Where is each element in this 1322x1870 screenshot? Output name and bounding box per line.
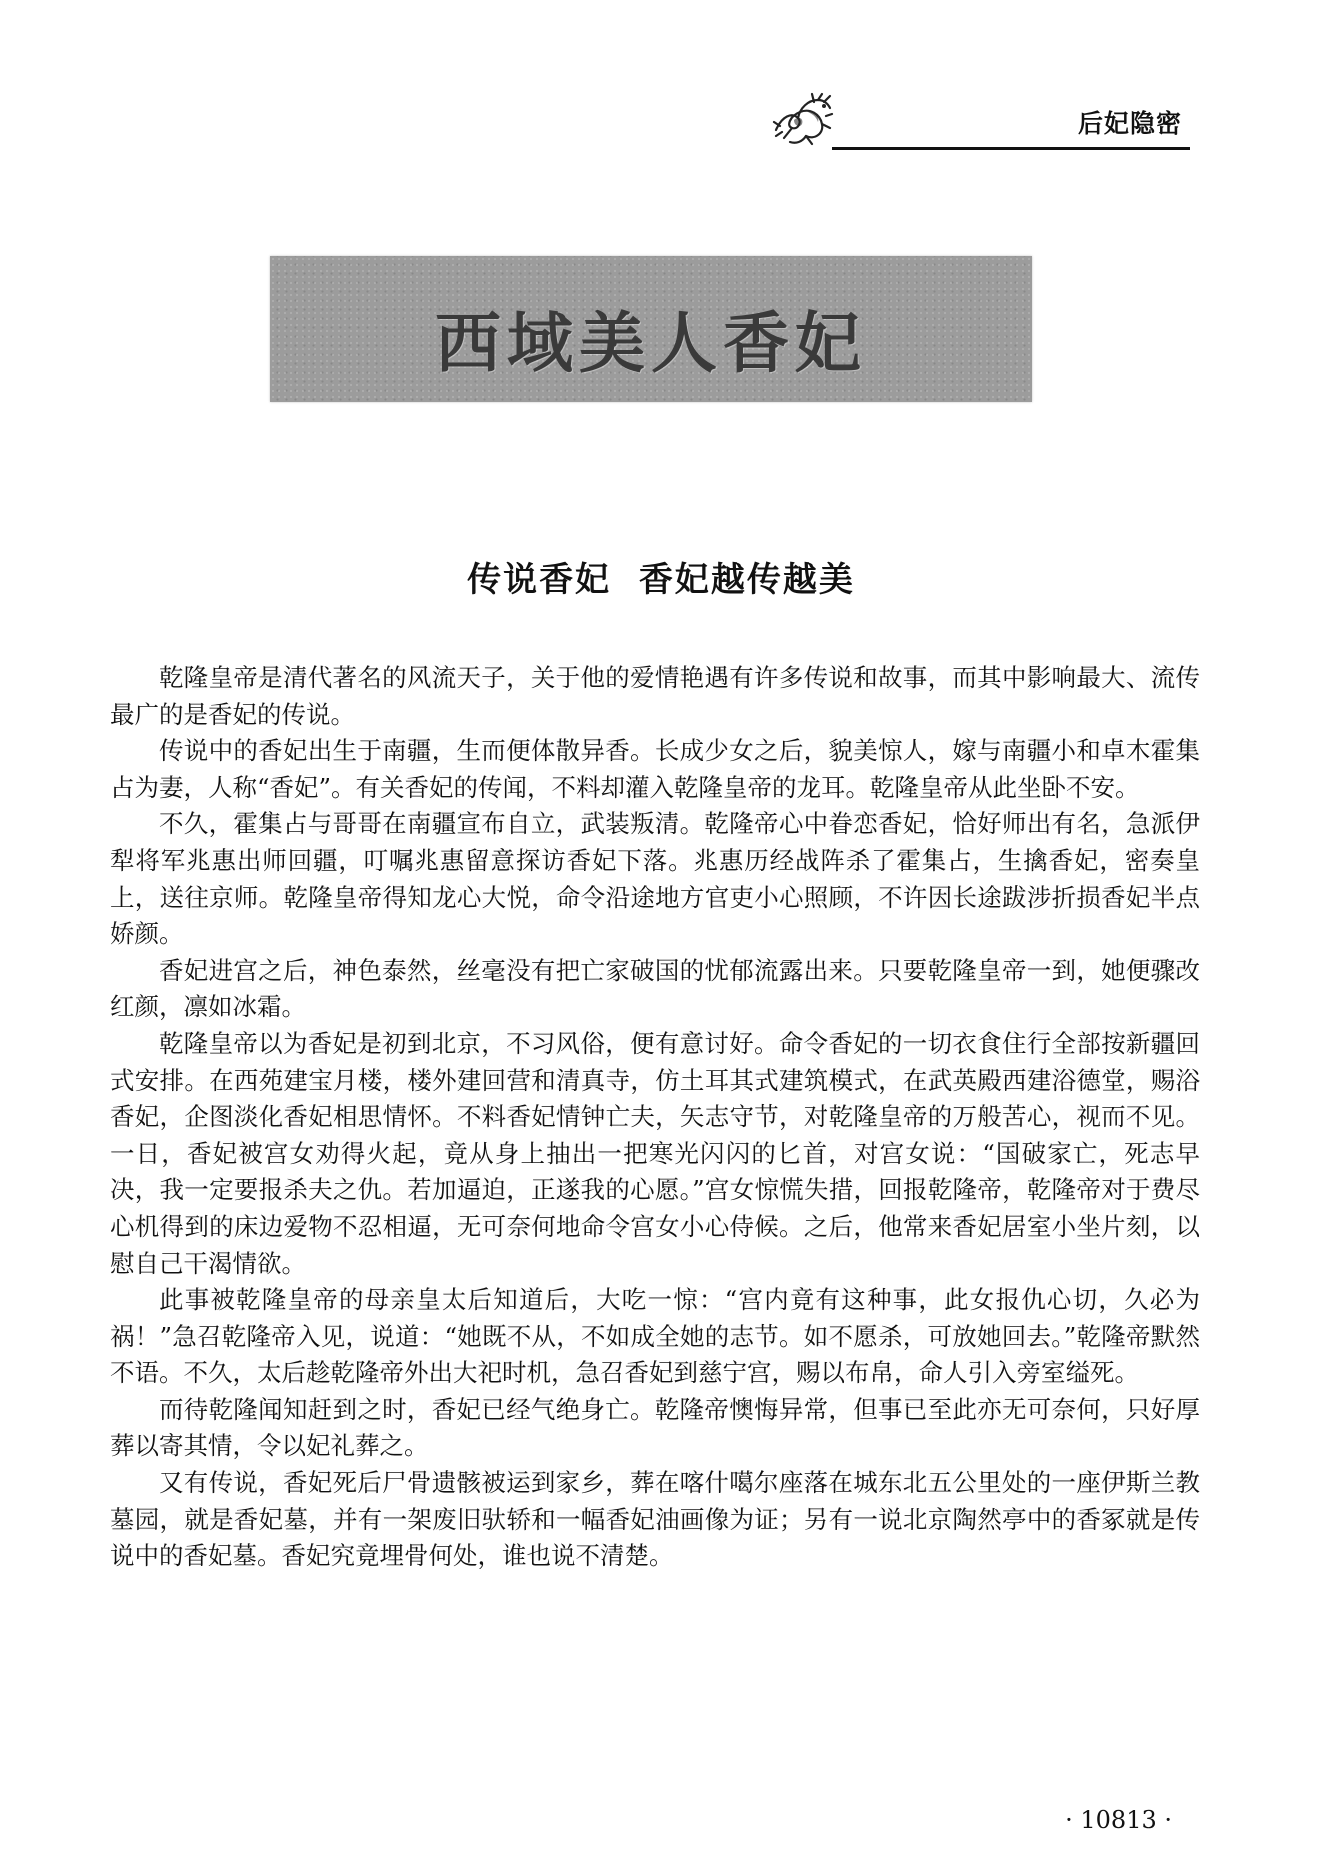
running-header xyxy=(760,86,1190,156)
paragraph: 不久，霍集占与哥哥在南疆宣布自立，武装叛清。乾隆帝心中眷恋香妃，恰好师出有名，急派伊犁将军兆惠出师回疆，叮嘱兆惠留意探访香妃下落。兆惠历经战阵杀了霍集占，生擒香妃，密奏皇上，送往京师。乾隆皇帝得知龙心大悦，命令沿途地方官吏小心照顾，不许因长途跋涉折损香妃半点娇颜。 xyxy=(110,809,1200,949)
paragraph: 传说中的香妃出生于南疆，生而便体散异香。长成少女之后，貌美惊人，嫁与南疆小和卓木霍集占为妻，人称“香妃”。有关香妃的传闻，不料却灌入乾隆皇帝的龙耳。乾隆皇帝从此坐卧不安。 xyxy=(110,736,1200,802)
paragraph: 而待乾隆闻知赶到之时，香妃已经气绝身亡。乾隆帝懊悔异常，但事已至此亦无可奈何，只好厚葬以寄其情，令以妃礼葬之。 xyxy=(110,1394,1200,1461)
paragraph: 香妃进宫之后，神色泰然，丝毫没有把亡家破国的忧郁流露出来。只要乾隆皇帝一到，她便骤改红颜，凛如冰霜。 xyxy=(110,955,1200,1022)
article-body xyxy=(110,660,1200,1575)
chapter-title: 西域美人香妃 xyxy=(435,304,867,382)
paragraph: 乾隆皇帝以为香妃是初到北京，不习风俗，便有意讨好。命令香妃的一切衣食住行全部按新疆回式安排。在西苑建宝月楼，楼外建回营和清真寺，仿土耳其式建筑模式，在武英殿西建浴德堂，赐浴香妃，企图淡化香妃相思情怀。不料香妃情钟亡夫，矢志守节，对乾隆皇帝的万般苦心，视而不见。一日，香妃被宫女劝得火起，竟从身上抽出一把寒光闪闪的匕首，对宫女说：“国破家亡，死志早决，我一定要报杀夫之仇。若加逼迫，正遂我的心愿。”宫女惊慌失措，回报乾隆帝，乾隆帝对于费尽心机得到的床边爱物不忍相逼，无可奈何地命令宫女小心侍候。之后，他常来香妃居室小坐片刻，以慰自己干渴情欲。 xyxy=(110,1028,1200,1278)
dragon-emblem-icon xyxy=(768,86,838,150)
paragraph: 又有传说，香妃死后尸骨遗骸被运到家乡，葬在喀什噶尔座落在城东北五公里处的一座伊斯兰教墓园，就是香妃墓，并有一架废旧驮轿和一幅香妃油画像为证；另有一说北京陶然亭中的香冢就是传说中的香妃墓。香妃究竟埋骨何处，谁也说不清楚。 xyxy=(110,1468,1200,1571)
chapter-banner xyxy=(270,256,1032,402)
paragraph: 此事被乾隆皇帝的母亲皇太后知道后，大吃一惊：“宫内竟有这种事，此女报仇心切，久必为祸！”急召乾隆帝入见，说道：“她既不从，不如成全她的志节。如不愿杀，可放她回去。”乾隆帝默然不语。不久，太后趁乾隆帝外出大祀时机，急召香妃到慈宁宫，赐以布帛，命人引入旁室缢死。 xyxy=(110,1285,1200,1388)
header-title: 后妃隐密 xyxy=(1077,109,1182,138)
paragraph: 乾隆皇帝是清代著名的风流天子，关于他的爱情艳遇有许多传说和故事，而其中影响最大、流传最广的是香妃的传说。 xyxy=(110,663,1200,729)
page-number: · 10813 · xyxy=(1065,1806,1172,1834)
section-heading: 传说香妃 香妃越传越美 xyxy=(467,560,855,600)
header-rule xyxy=(832,147,1190,150)
